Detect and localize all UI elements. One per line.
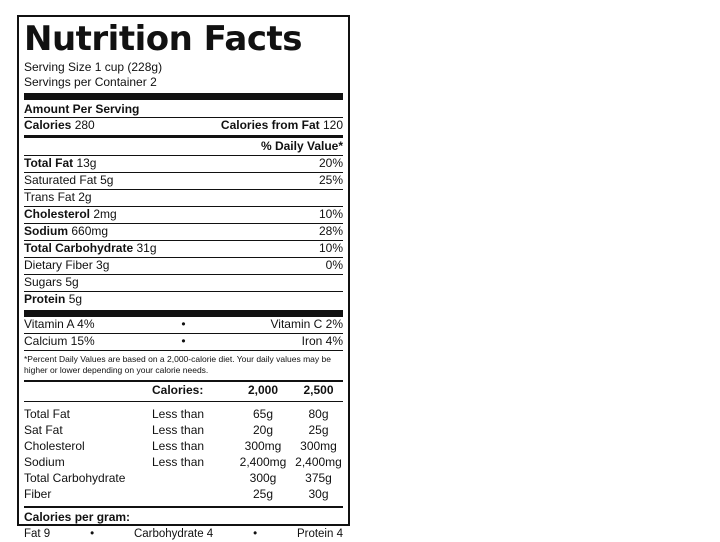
nutrient-row bbox=[24, 291, 343, 308]
table-cell: 2,400mg bbox=[239, 455, 287, 469]
nutrient-name-amount bbox=[24, 275, 79, 290]
table-row bbox=[24, 486, 343, 502]
calories-per-gram-label: Calories per gram: bbox=[24, 506, 343, 525]
table-cell: Total Carbohydrate bbox=[24, 471, 126, 485]
table-cell: 300mg bbox=[244, 439, 282, 453]
daily-value-header-row bbox=[24, 139, 343, 155]
nutrient-row bbox=[24, 274, 343, 291]
table-cell bbox=[152, 470, 232, 486]
calories-cell bbox=[24, 118, 95, 133]
table-cell bbox=[152, 486, 232, 502]
nutrient-row bbox=[24, 189, 343, 206]
vitamin-row bbox=[24, 333, 343, 350]
table-cell: Sat Fat bbox=[24, 423, 63, 437]
cpg-bullet-1: • bbox=[90, 528, 95, 540]
nutrient-label: Total Fat bbox=[24, 156, 74, 170]
nutrient-daily-value: 20% bbox=[318, 156, 343, 170]
vitamin-row bbox=[24, 317, 343, 333]
thick-divider-2 bbox=[24, 310, 343, 317]
cpg-protein: Protein 4 bbox=[296, 528, 343, 540]
table-cell: 300g bbox=[249, 471, 277, 485]
table-row bbox=[24, 402, 343, 423]
table-cell: Less than bbox=[152, 402, 232, 423]
table-cell: Less than bbox=[152, 439, 205, 453]
daily-value-header: % Daily Value* bbox=[260, 139, 343, 153]
table-cell: 375g bbox=[305, 471, 332, 485]
calories-from-fat-label: Calories from Fat bbox=[220, 118, 320, 132]
nutrient-amount: 13g bbox=[76, 156, 97, 170]
nutrition-facts-label bbox=[17, 15, 350, 540]
vitamin-right: Iron 4% bbox=[301, 334, 343, 348]
nutrient-daily-value: 10% bbox=[318, 207, 343, 221]
nutrient-row bbox=[24, 155, 343, 172]
nutrient-name-amount bbox=[24, 224, 108, 239]
footnote: *Percent Daily Values are based on a 2,000-calorie diet. Your daily values may be higher or lower depending on your calorie needs. bbox=[24, 350, 343, 380]
table-row bbox=[24, 438, 343, 454]
label-title: Nutrition Facts bbox=[24, 19, 302, 59]
table-row bbox=[24, 422, 343, 438]
table-cell: Total Fat bbox=[24, 402, 152, 423]
serving-size: Serving Size 1 cup (228g) bbox=[24, 60, 163, 74]
nutrient-amount: 2mg bbox=[93, 207, 117, 221]
nutrient-amount: 31g bbox=[136, 241, 157, 255]
nutrient-amount: 5g bbox=[100, 173, 114, 187]
amount-per-serving: Amount Per Serving bbox=[24, 102, 140, 116]
table-cell: Sodium bbox=[24, 455, 65, 469]
nutrient-name-amount bbox=[24, 156, 96, 171]
thick-divider bbox=[24, 93, 343, 100]
nutrient-daily-value: 0% bbox=[325, 258, 343, 272]
table-cell: 80g bbox=[294, 402, 343, 423]
nutrient-row bbox=[24, 257, 343, 274]
vitamins-list bbox=[24, 317, 343, 350]
calories-from-fat-value: 120 bbox=[322, 118, 343, 132]
nutrient-name-amount bbox=[24, 190, 92, 205]
nutrient-label: Trans Fat bbox=[24, 190, 75, 204]
cpg-fat: Fat 9 bbox=[24, 528, 51, 540]
vitamin-right: Vitamin C 2% bbox=[270, 317, 343, 331]
nutrient-name-amount bbox=[24, 173, 113, 188]
table-cell: 20g bbox=[252, 423, 274, 437]
cpg-carbohydrate: Carbohydrate 4 bbox=[133, 528, 214, 540]
table-header-cell: 2,500 bbox=[303, 383, 334, 397]
table-header-cell: 2,000 bbox=[247, 383, 279, 397]
table-row bbox=[24, 454, 343, 470]
table-cell: Cholesterol bbox=[24, 439, 85, 453]
table-cell: 25g bbox=[308, 423, 329, 437]
table-cell: 65g bbox=[232, 402, 294, 423]
nutrient-name-amount bbox=[24, 258, 109, 273]
daily-values-table bbox=[24, 382, 343, 502]
table-row bbox=[24, 470, 343, 486]
table-cell: Less than bbox=[152, 455, 205, 469]
nutrients-list bbox=[24, 155, 343, 308]
nutrient-row bbox=[24, 240, 343, 257]
nutrient-daily-value: 28% bbox=[318, 224, 343, 238]
nutrient-daily-value: 25% bbox=[318, 173, 343, 187]
calories-value: 280 bbox=[74, 118, 95, 132]
nutrient-name-amount bbox=[24, 241, 157, 256]
table-cell: Fiber bbox=[24, 487, 52, 501]
nutrient-label: Sodium bbox=[24, 224, 68, 238]
nutrient-name-amount bbox=[24, 292, 82, 307]
nutrient-amount: 3g bbox=[96, 258, 110, 272]
medium-divider bbox=[24, 135, 343, 138]
nutrient-label: Cholesterol bbox=[24, 207, 91, 221]
calories-per-gram-row bbox=[24, 525, 343, 542]
nutrient-amount: 660mg bbox=[71, 224, 109, 238]
nutrient-label: Saturated Fat bbox=[24, 173, 97, 187]
nutrient-amount: 5g bbox=[65, 275, 79, 289]
vitamin-bullet: • bbox=[181, 334, 186, 348]
nutrient-daily-value: 10% bbox=[318, 241, 343, 255]
nutrient-amount: 5g bbox=[68, 292, 83, 306]
nutrient-label: Protein bbox=[24, 292, 66, 306]
nutrient-name-amount bbox=[24, 207, 117, 222]
calories-from-fat-cell bbox=[221, 118, 343, 133]
nutrient-row bbox=[24, 206, 343, 223]
cpg-bullet-2: • bbox=[253, 528, 258, 540]
nutrient-row bbox=[24, 172, 343, 189]
nutrient-label: Total Carbohydrate bbox=[24, 241, 134, 255]
table-header-cell: Calories: bbox=[152, 383, 204, 397]
vitamin-bullet: • bbox=[181, 317, 186, 331]
table-cell: 300mg bbox=[300, 439, 337, 453]
table-cell: 25g bbox=[252, 487, 274, 501]
nutrient-label: Sugars bbox=[24, 275, 63, 289]
nutrient-label: Dietary Fiber bbox=[24, 258, 93, 272]
calories-label: Calories bbox=[24, 118, 72, 132]
table-cell: 30g bbox=[308, 487, 329, 501]
table-cell: 2,400mg bbox=[295, 455, 342, 469]
table-header-row bbox=[24, 382, 343, 402]
vitamin-left: Vitamin A 4% bbox=[24, 317, 95, 331]
calories-row bbox=[24, 117, 343, 134]
vitamin-left: Calcium 15% bbox=[24, 334, 95, 348]
nutrient-amount: 2g bbox=[78, 190, 92, 204]
servings-per-container: Servings per Container 2 bbox=[24, 75, 157, 89]
table-header-cell bbox=[24, 382, 152, 402]
table-cell: Less than bbox=[152, 423, 205, 437]
nutrient-row bbox=[24, 223, 343, 240]
